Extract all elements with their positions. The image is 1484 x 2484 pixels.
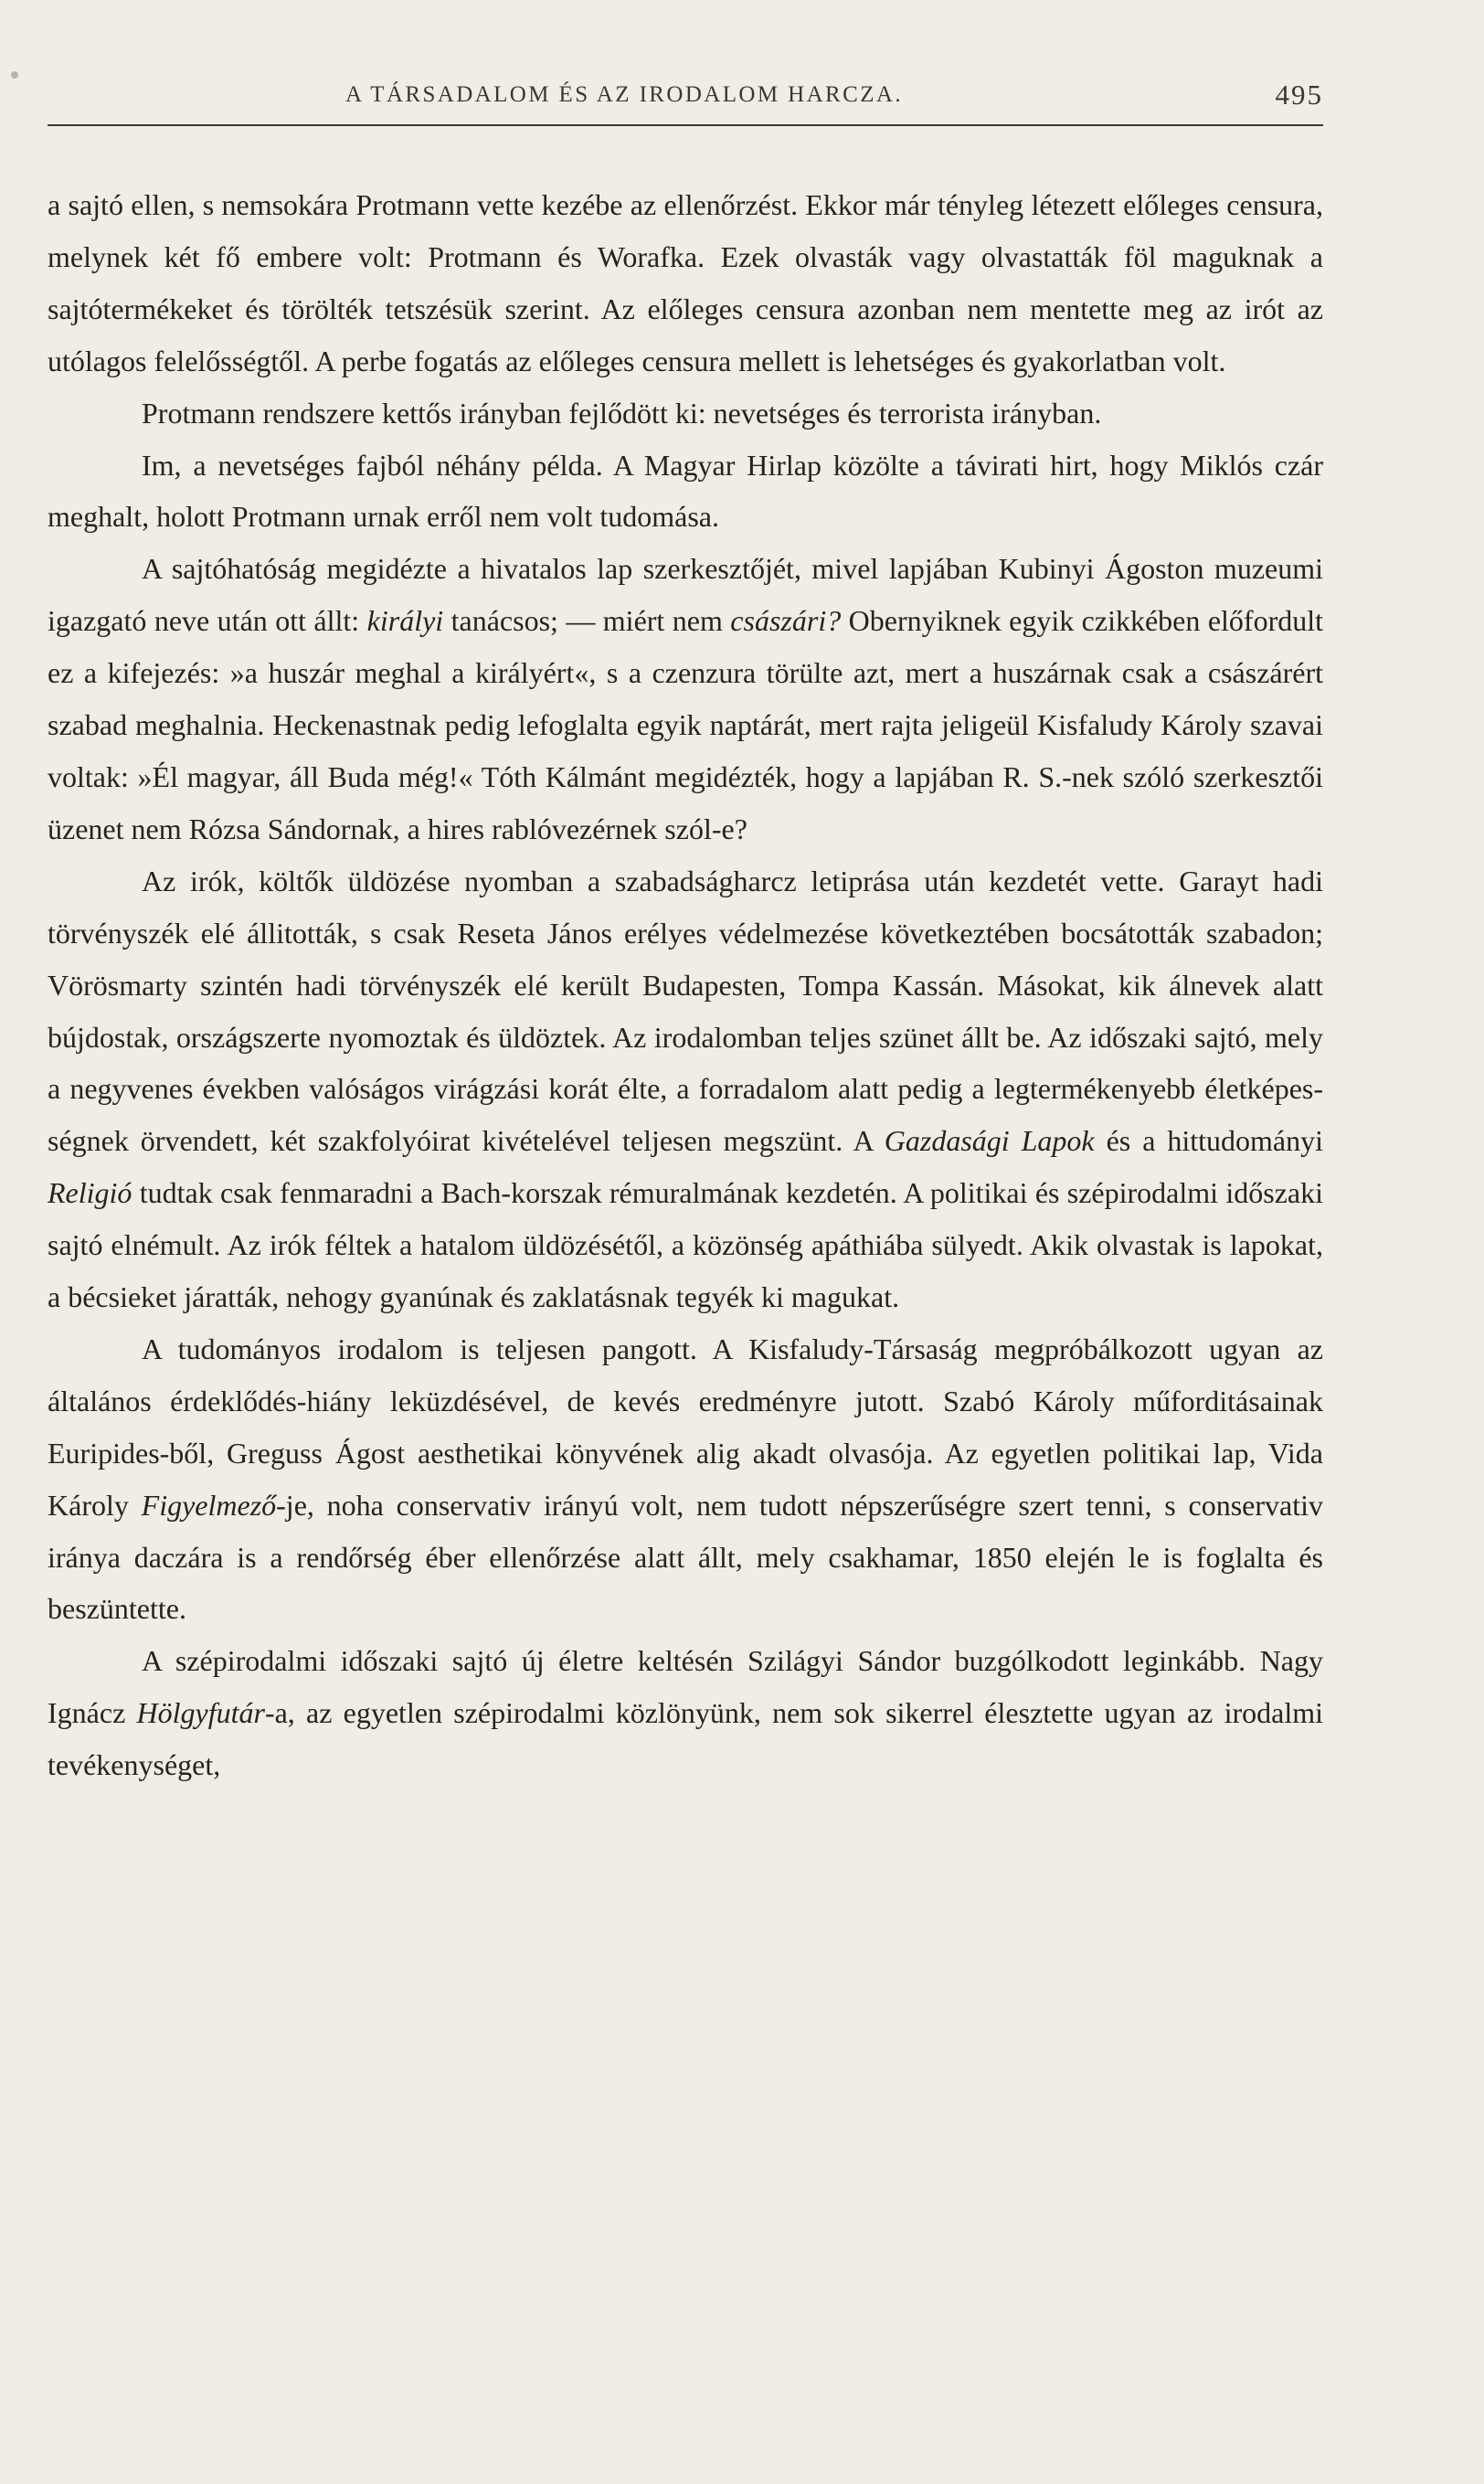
text-run: tanácsos; — miért nem [443,604,731,638]
text-run: és a hittudományi [1094,1124,1324,1158]
text-run: -je, noha conservativ irányú volt, nem tudott népszerűségre szert tenni, s conservativ iránya daczára is a rendőrség éber ellenőrzése alatt állt, mely csakhamar, 1850 elején le is foglalta és beszüntette. [48,1488,1324,1626]
text-run: a sajtó ellen, s nemsokára Protmann vette kezébe az ellenőrzést. Ekkor már tényleg létezett előleges censura, melynek két fő embere volt: Protmann és Worafka. Ezek olvasták vagy olvastatták föl maguknak a sajtótermékeket és törölték tetszésük szerint. Az előleges censura azonban nem mentette meg az irót az utólagos felelősségtől. A perbe fogatás az előleges censura mellett is lehetséges és gyakorlatban volt. [48,188,1323,377]
running-title: A TÁRSADALOM ÉS AZ IRODALOM HARCZA. [345,82,903,107]
page-speck [11,71,18,79]
paragraph [48,1635,1323,1791]
italic-run: császári? [730,604,842,638]
text-run: A szépirodalmi időszaki sajtó új életre keltésén Szilágyi Sándor buzgólkodott leginkább. Nagy Ignácz [48,1644,1323,1730]
text-run: -a, az egyetlen szépirodalmi közlönyünk, nem sok sikerrel élesztette ugyan az irodalmi tevékenységet, [48,1696,1324,1782]
text-run: Im, a nevetséges fajból néhány példa. A Magyar Hirlap közölte a távirati hirt, hogy Miklós czár meghalt, holott Protmann urnak erről nem volt tudomása. [48,448,1323,534]
italic-run: Figyelmező [141,1488,277,1522]
page-number: 495 [1275,79,1323,111]
text-run: A sajtóhatóság megidézte a hivatalos lap szerkesztőjét, mivel lapjában Kubinyi Ágoston muzeumi igazgató neve után ott állt: [48,552,1323,638]
body-text [48,179,1323,1791]
paragraph [48,440,1323,544]
paragraph [48,179,1323,387]
italic-run: Hölgyfutár [136,1696,265,1730]
italic-run: királyi [366,604,444,638]
italic-run: Religió [48,1176,132,1210]
text-run: Az irók, költők üldözése nyomban a szabadságharcz letiprása után kezdetét vette. Garayt hadi törvényszék elé állitották, s csak Reseta János erélyes védelmezése következtében bocsátották szabadon; Vörösmarty szintén hadi törvényszék elé került Budapesten, Tompa Kassán. Másokat, kik álnevek alatt bújdostak, országszerte nyomoztak és üldöztek. Az irodalomban teljes szünet állt be. Az időszaki sajtó, mely a negyvenes években valóságos virágzási korát élte, a forradalom alatt pedig a legtermékenyebb életképességnek örvendett, két szakfolyóirat kivételével teljesen megszünt. A [48,864,1323,1158]
text-run: A tudományos irodalom is teljesen pangott. A Kisfaludy-Társaság megpróbálkozott ugyan az általános érdeklődés-hiány leküzdésével, de kevés eredményre jutott. Szabó Károly műforditásainak Euripides-ből, Greguss Ágost aesthetikai könyvének alig akadt olvasója. Az egyetlen politikai lap, Vida Károly [48,1332,1323,1522]
text-run: Obernyiknek egyik czikkében előfordult ez a kifejezés: »a huszár meghal a királyért«, s a czenzura törülte azt, mert a huszárnak csak a császárért szabad meghalnia. Heckenastnak pedig lefoglalta egyik naptárát, mert rajta jeligeül Kisfaludy Károly szavai voltak: »Él magyar, áll Buda még!« Tóth Kálmánt megidézték, hogy a lapjában R. S.-nek szóló szerkesztői üzenet nem Rózsa Sándornak, a hires rablóvezérnek szól-e? [48,604,1324,845]
paragraph [48,387,1323,440]
page-header [48,73,1323,126]
text-run: Protmann rendszere kettős irányban fejlődött ki: nevetséges és terrorista irányban. [142,396,1102,430]
italic-run: Gazdasági Lapok [884,1124,1095,1158]
text-run: tudtak csak fenmaradni a Bach-korszak rémuralmának kezdetén. A politikai és szépirodalmi időszaki sajtó elnémult. Az irók féltek a hatalom üldözésétől, a közönség apáthiába sülyedt. Akik olvastak is lapokat, a bécsieket járatták, nehogy gyanúnak és zaklatásnak tegyék ki magukat. [48,1176,1323,1314]
paragraph [48,543,1323,855]
paragraph [48,1323,1323,1635]
paragraph [48,855,1323,1323]
